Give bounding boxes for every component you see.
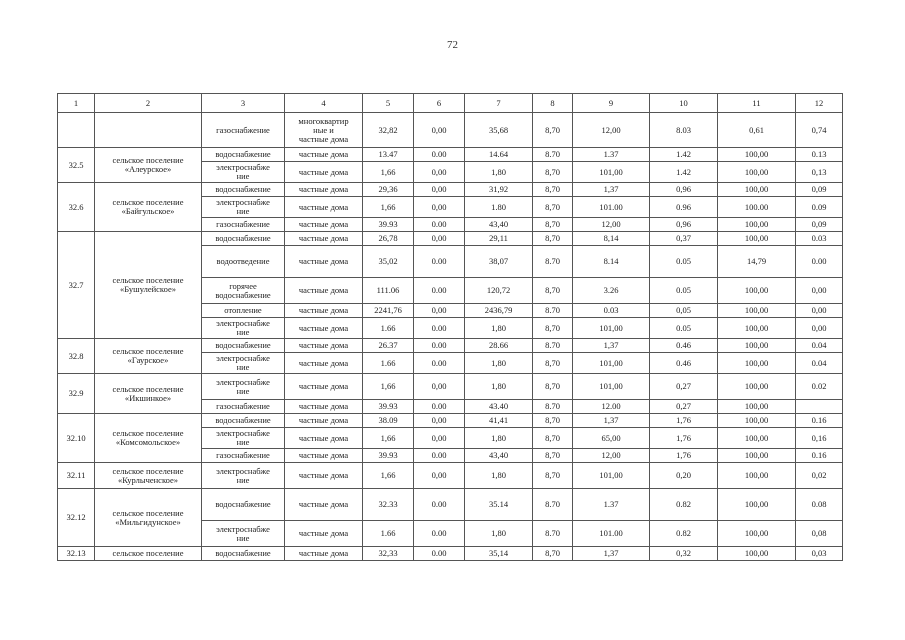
col10-cell: 0.82: [650, 521, 718, 547]
housing-type-cell: частные дома: [285, 449, 363, 463]
col9-cell: 1,37: [573, 414, 650, 428]
col7-cell: 1,80: [465, 353, 533, 374]
table-row: [58, 547, 843, 561]
col5-cell: 38.09: [363, 414, 414, 428]
column-number-cell: 12: [796, 94, 843, 113]
col7-cell: 28.66: [465, 339, 533, 353]
col12-cell: 0.13: [796, 148, 843, 162]
col10-cell: 0,20: [650, 463, 718, 489]
tariff-table-wrapper: [57, 93, 842, 561]
utility-type-cell: газоснабжение: [202, 400, 285, 414]
col5-cell: 1,66: [363, 463, 414, 489]
utility-type-cell: водоснабжение: [202, 148, 285, 162]
utility-type-cell: горячее водоснабжение: [202, 278, 285, 304]
col11-cell: 100,00: [718, 218, 796, 232]
utility-type-cell: электроснабже ние: [202, 162, 285, 183]
col8-cell: 8,70: [533, 449, 573, 463]
row-number-cell: 32.9: [58, 374, 95, 414]
column-number-cell: 6: [414, 94, 465, 113]
settlement-name-cell: [95, 113, 202, 148]
col7-cell: 38,07: [465, 246, 533, 278]
table-row: [58, 113, 843, 148]
col7-cell: 43.40: [465, 400, 533, 414]
col12-cell: 0,09: [796, 218, 843, 232]
col8-cell: 8,70: [533, 414, 573, 428]
col11-cell: 100,00: [718, 521, 796, 547]
col9-cell: 101,00: [573, 318, 650, 339]
col8-cell: 8,70: [533, 197, 573, 218]
col10-cell: 0,96: [650, 218, 718, 232]
col6-cell: 0.00: [414, 400, 465, 414]
col8-cell: 8,70: [533, 374, 573, 400]
utility-type-cell: электроснабже ние: [202, 428, 285, 449]
col9-cell: 1,37: [573, 547, 650, 561]
housing-type-cell: частные дома: [285, 339, 363, 353]
column-number-cell: 7: [465, 94, 533, 113]
col9-cell: 12.00: [573, 400, 650, 414]
col11-cell: 100,00: [718, 162, 796, 183]
col5-cell: 32,82: [363, 113, 414, 148]
column-number-cell: 3: [202, 94, 285, 113]
utility-type-cell: электроснабже ние: [202, 318, 285, 339]
col5-cell: 1,66: [363, 197, 414, 218]
col12-cell: 0.04: [796, 353, 843, 374]
col8-cell: 8,70: [533, 162, 573, 183]
col12-cell: 0,09: [796, 183, 843, 197]
col7-cell: 120,72: [465, 278, 533, 304]
col7-cell: 43,40: [465, 218, 533, 232]
utility-type-cell: электроснабже ние: [202, 521, 285, 547]
col6-cell: 0,00: [414, 304, 465, 318]
housing-type-cell: частные дома: [285, 547, 363, 561]
col5-cell: 35,02: [363, 246, 414, 278]
row-number-cell: [58, 113, 95, 148]
col11-cell: 0,61: [718, 113, 796, 148]
col11-cell: 100,00: [718, 278, 796, 304]
col5-cell: 1.66: [363, 353, 414, 374]
col6-cell: 0.00: [414, 246, 465, 278]
settlement-name-cell: сельское поселение «Алеурское»: [95, 148, 202, 183]
tariff-table-body: [58, 94, 843, 561]
column-number-cell: 8: [533, 94, 573, 113]
col6-cell: 0,00: [414, 197, 465, 218]
col5-cell: 39.93: [363, 400, 414, 414]
col10-cell: 0.05: [650, 278, 718, 304]
col5-cell: 39.93: [363, 218, 414, 232]
housing-type-cell: многоквартир ные и частные дома: [285, 113, 363, 148]
col12-cell: 0,74: [796, 113, 843, 148]
table-row: [58, 148, 843, 162]
utility-type-cell: водоснабжение: [202, 547, 285, 561]
tariff-table: [57, 93, 843, 561]
col11-cell: 100,00: [718, 374, 796, 400]
col9-cell: 0.03: [573, 304, 650, 318]
col8-cell: 8,70: [533, 547, 573, 561]
col9-cell: 8.14: [573, 246, 650, 278]
table-header-row: [58, 94, 843, 113]
settlement-name-cell: сельское поселение «Курлыченское»: [95, 463, 202, 489]
col7-cell: 1,80: [465, 318, 533, 339]
col8-cell: 8.70: [533, 521, 573, 547]
housing-type-cell: частные дома: [285, 246, 363, 278]
col12-cell: 0.03: [796, 232, 843, 246]
row-number-cell: 32.8: [58, 339, 95, 374]
table-row: [58, 374, 843, 400]
utility-type-cell: газоснабжение: [202, 218, 285, 232]
col10-cell: 0.82: [650, 489, 718, 521]
col5-cell: 32.33: [363, 489, 414, 521]
col10-cell: 0,96: [650, 183, 718, 197]
table-row: [58, 414, 843, 428]
col12-cell: 0.09: [796, 197, 843, 218]
col5-cell: 32,33: [363, 547, 414, 561]
col6-cell: 0,00: [414, 428, 465, 449]
housing-type-cell: частные дома: [285, 162, 363, 183]
col11-cell: 100.00: [718, 197, 796, 218]
col11-cell: 100,00: [718, 414, 796, 428]
col12-cell: 0,00: [796, 278, 843, 304]
table-row: [58, 183, 843, 197]
row-number-cell: 32.12: [58, 489, 95, 547]
housing-type-cell: частные дома: [285, 197, 363, 218]
col10-cell: 0,05: [650, 304, 718, 318]
col8-cell: 8.70: [533, 148, 573, 162]
col5-cell: 1,66: [363, 428, 414, 449]
col12-cell: 0.16: [796, 449, 843, 463]
col6-cell: 0.00: [414, 148, 465, 162]
col6-cell: 0.00: [414, 353, 465, 374]
col12-cell: 0,16: [796, 428, 843, 449]
col12-cell: 0,00: [796, 304, 843, 318]
settlement-name-cell: сельское поселение «Комсомольское»: [95, 414, 202, 463]
housing-type-cell: частные дома: [285, 218, 363, 232]
utility-type-cell: электроснабже ние: [202, 197, 285, 218]
col5-cell: 2241,76: [363, 304, 414, 318]
col8-cell: 8.70: [533, 246, 573, 278]
col6-cell: 0,00: [414, 232, 465, 246]
col12-cell: 0,13: [796, 162, 843, 183]
col5-cell: 1,66: [363, 162, 414, 183]
settlement-name-cell: сельское поселение «Икшинкое»: [95, 374, 202, 414]
col7-cell: 35,68: [465, 113, 533, 148]
settlement-name-cell: сельское поселение «Мильгидунское»: [95, 489, 202, 547]
col7-cell: 29,11: [465, 232, 533, 246]
column-number-cell: 1: [58, 94, 95, 113]
col9-cell: 1.37: [573, 489, 650, 521]
col6-cell: 0.00: [414, 339, 465, 353]
col6-cell: 0.00: [414, 547, 465, 561]
col12-cell: 0.08: [796, 489, 843, 521]
col12-cell: 0.00: [796, 246, 843, 278]
col11-cell: 100,00: [718, 304, 796, 318]
utility-type-cell: водоснабжение: [202, 489, 285, 521]
utility-type-cell: водоснабжение: [202, 339, 285, 353]
housing-type-cell: частные дома: [285, 148, 363, 162]
col7-cell: 41,41: [465, 414, 533, 428]
col5-cell: 29,36: [363, 183, 414, 197]
col8-cell: 8,70: [533, 428, 573, 449]
col10-cell: 1.42: [650, 162, 718, 183]
housing-type-cell: частные дома: [285, 463, 363, 489]
col7-cell: 43,40: [465, 449, 533, 463]
col11-cell: 14,79: [718, 246, 796, 278]
col8-cell: 8,70: [533, 218, 573, 232]
col9-cell: 101,00: [573, 162, 650, 183]
col8-cell: 8,70: [533, 278, 573, 304]
col8-cell: 8,70: [533, 463, 573, 489]
col9-cell: 101,00: [573, 353, 650, 374]
utility-type-cell: водоснабжение: [202, 232, 285, 246]
col9-cell: 1.37: [573, 148, 650, 162]
col7-cell: 1,80: [465, 463, 533, 489]
col11-cell: 100,00: [718, 318, 796, 339]
col11-cell: 100,00: [718, 463, 796, 489]
col9-cell: 1,37: [573, 183, 650, 197]
col7-cell: 1,80: [465, 374, 533, 400]
col10-cell: 0.96: [650, 197, 718, 218]
col10-cell: 0.46: [650, 339, 718, 353]
utility-type-cell: водоотведение: [202, 246, 285, 278]
col5-cell: 26.37: [363, 339, 414, 353]
column-number-cell: 9: [573, 94, 650, 113]
col12-cell: 0,02: [796, 463, 843, 489]
col6-cell: 0.00: [414, 449, 465, 463]
col10-cell: 0.05: [650, 318, 718, 339]
col11-cell: 100,00: [718, 148, 796, 162]
row-number-cell: 32.5: [58, 148, 95, 183]
utility-type-cell: отопление: [202, 304, 285, 318]
col9-cell: 8,14: [573, 232, 650, 246]
col10-cell: 0.46: [650, 353, 718, 374]
utility-type-cell: водоснабжение: [202, 183, 285, 197]
col8-cell: 8.70: [533, 489, 573, 521]
col11-cell: 100,00: [718, 400, 796, 414]
col7-cell: 1,80: [465, 521, 533, 547]
col9-cell: 101,00: [573, 374, 650, 400]
col6-cell: 0,00: [414, 162, 465, 183]
utility-type-cell: электроснабже ние: [202, 374, 285, 400]
column-number-cell: 2: [95, 94, 202, 113]
housing-type-cell: частные дома: [285, 232, 363, 246]
col12-cell: 0,03: [796, 547, 843, 561]
col11-cell: 100,00: [718, 449, 796, 463]
col9-cell: 12,00: [573, 218, 650, 232]
settlement-name-cell: сельское поселение «Гаурское»: [95, 339, 202, 374]
col9-cell: 1,37: [573, 339, 650, 353]
col6-cell: 0,00: [414, 113, 465, 148]
col8-cell: 8.70: [533, 304, 573, 318]
row-number-cell: 32.7: [58, 232, 95, 339]
col11-cell: 100,00: [718, 339, 796, 353]
row-number-cell: 32.10: [58, 414, 95, 463]
col11-cell: 100,00: [718, 353, 796, 374]
col10-cell: 0,27: [650, 374, 718, 400]
housing-type-cell: частные дома: [285, 521, 363, 547]
col9-cell: 3.26: [573, 278, 650, 304]
col10-cell: 1,76: [650, 414, 718, 428]
col12-cell: 0.02: [796, 374, 843, 400]
col7-cell: 1,80: [465, 162, 533, 183]
column-number-cell: 4: [285, 94, 363, 113]
settlement-name-cell: сельское поселение «Байгульское»: [95, 183, 202, 232]
housing-type-cell: частные дома: [285, 304, 363, 318]
col7-cell: 1,80: [465, 428, 533, 449]
col10-cell: 1,76: [650, 449, 718, 463]
col7-cell: 14.64: [465, 148, 533, 162]
col10-cell: 8.03: [650, 113, 718, 148]
col8-cell: 8,70: [533, 232, 573, 246]
col8-cell: 8.70: [533, 400, 573, 414]
col7-cell: 35.14: [465, 489, 533, 521]
table-row: [58, 232, 843, 246]
table-row: [58, 463, 843, 489]
housing-type-cell: частные дома: [285, 489, 363, 521]
utility-type-cell: электроснабже ние: [202, 463, 285, 489]
col11-cell: 100,00: [718, 489, 796, 521]
col5-cell: 1.66: [363, 521, 414, 547]
col11-cell: 100,00: [718, 547, 796, 561]
col8-cell: 8,70: [533, 318, 573, 339]
col8-cell: 8,70: [533, 353, 573, 374]
col9-cell: 12,00: [573, 449, 650, 463]
col7-cell: 31,92: [465, 183, 533, 197]
col7-cell: 35,14: [465, 547, 533, 561]
col6-cell: 0,00: [414, 414, 465, 428]
col8-cell: 8,70: [533, 183, 573, 197]
col10-cell: 1.42: [650, 148, 718, 162]
utility-type-cell: газоснабжение: [202, 113, 285, 148]
row-number-cell: 32.11: [58, 463, 95, 489]
col7-cell: 1.80: [465, 197, 533, 218]
col12-cell: 0,08: [796, 521, 843, 547]
col5-cell: 1,66: [363, 374, 414, 400]
settlement-name-cell: сельское поселение: [95, 547, 202, 561]
col9-cell: 101.00: [573, 197, 650, 218]
page-number: 72: [447, 39, 458, 51]
col11-cell: 100,00: [718, 183, 796, 197]
col11-cell: 100,00: [718, 232, 796, 246]
column-number-cell: 5: [363, 94, 414, 113]
column-number-cell: 10: [650, 94, 718, 113]
col10-cell: 0,37: [650, 232, 718, 246]
col5-cell: 1.66: [363, 318, 414, 339]
housing-type-cell: частные дома: [285, 400, 363, 414]
housing-type-cell: частные дома: [285, 414, 363, 428]
row-number-cell: 32.6: [58, 183, 95, 232]
utility-type-cell: водоснабжение: [202, 414, 285, 428]
col6-cell: 0,00: [414, 463, 465, 489]
col12-cell: 0,00: [796, 318, 843, 339]
housing-type-cell: частные дома: [285, 183, 363, 197]
col11-cell: 100,00: [718, 428, 796, 449]
col6-cell: 0.00: [414, 521, 465, 547]
col9-cell: 101,00: [573, 463, 650, 489]
col12-cell: [796, 400, 843, 414]
col5-cell: 111.06: [363, 278, 414, 304]
col6-cell: 0.00: [414, 318, 465, 339]
col7-cell: 2436,79: [465, 304, 533, 318]
housing-type-cell: частные дома: [285, 278, 363, 304]
col12-cell: 0.16: [796, 414, 843, 428]
col6-cell: 0,00: [414, 183, 465, 197]
table-row: [58, 489, 843, 521]
col6-cell: 0.00: [414, 218, 465, 232]
col6-cell: 0,00: [414, 374, 465, 400]
col9-cell: 12,00: [573, 113, 650, 148]
column-number-cell: 11: [718, 94, 796, 113]
col6-cell: 0.00: [414, 489, 465, 521]
housing-type-cell: частные дома: [285, 374, 363, 400]
col9-cell: 65,00: [573, 428, 650, 449]
row-number-cell: 32.13: [58, 547, 95, 561]
col5-cell: 26,78: [363, 232, 414, 246]
col8-cell: 8.70: [533, 339, 573, 353]
col5-cell: 13.47: [363, 148, 414, 162]
utility-type-cell: газоснабжение: [202, 449, 285, 463]
col10-cell: 0,32: [650, 547, 718, 561]
col6-cell: 0.00: [414, 278, 465, 304]
utility-type-cell: электроснабже ние: [202, 353, 285, 374]
settlement-name-cell: сельское поселение «Бушулейское»: [95, 232, 202, 339]
col12-cell: 0.04: [796, 339, 843, 353]
col10-cell: 1,76: [650, 428, 718, 449]
col8-cell: 8,70: [533, 113, 573, 148]
col10-cell: 0.05: [650, 246, 718, 278]
col5-cell: 39.93: [363, 449, 414, 463]
col9-cell: 101.00: [573, 521, 650, 547]
housing-type-cell: частные дома: [285, 428, 363, 449]
col10-cell: 0,27: [650, 400, 718, 414]
housing-type-cell: частные дома: [285, 318, 363, 339]
housing-type-cell: частные дома: [285, 353, 363, 374]
table-row: [58, 339, 843, 353]
